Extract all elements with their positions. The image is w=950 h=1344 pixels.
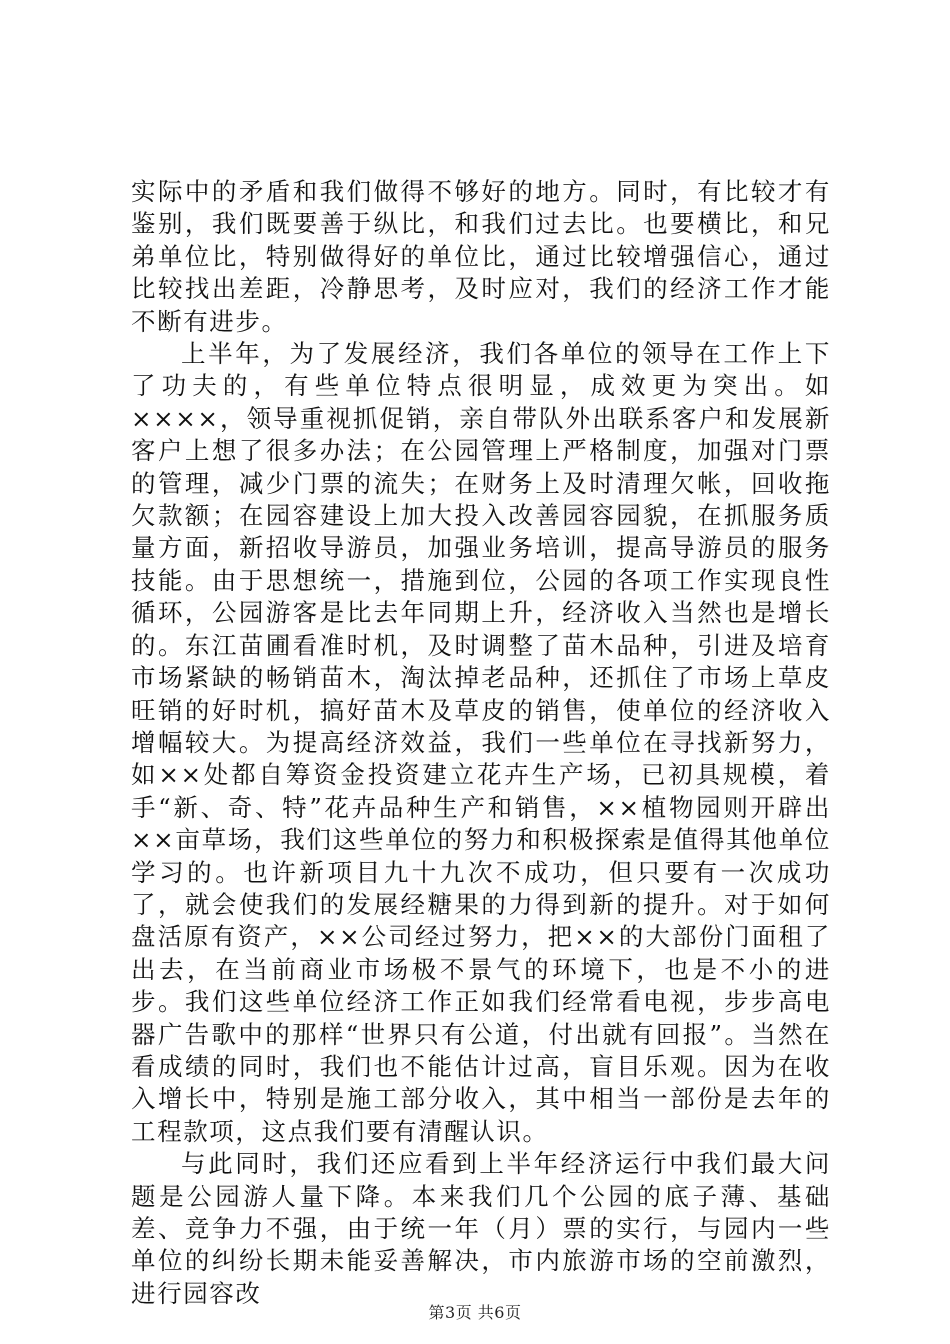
paragraph-continuation: 实际中的矛盾和我们做得不够好的地方。同时，有比较才有鉴别，我们既要善于纵比，和我们过去比。也要横比，和兄弟单位比，特别做得好的单位比，通过比较增强信心，通过比较找出差距，冷静思考，及时应对，我们的经济工作才能不断有进步。 (131, 177, 831, 336)
page-number-footer: 第3页 共6页 (428, 1303, 522, 1322)
paragraph-first-half-results: 上半年，为了发展经济，我们各单位的领导在工作上下了功夫的，有些单位特点很明显，成效更为突出。如××××，领导重视抓促销，亲自带队外出联系客户和发展新客户上想了很多办法；在公园管理上严格制度，加强对门票的管理，减少门票的流失；在财务上及时清理欠帐，回收拖欠款额；在园容建设上加大投入改善园容园貌，在抓服务质量方面，新招收导游员，加强业务培训，提高导游员的服务技能。由于思想统一，措施到位，公园的各项工作实现良性循环，公园游客是比去年同期上升，经济收入当然也是增长的。东江苗圃看准时机，及时调整了苗木品种，引进及培育市场紧缺的畅销苗木，淘汰掉老品种，还抓住了市场上草皮旺销的好时机，搞好苗木及草皮的销售，使单位的经济收入增幅较大。为提高经济效益，我们一些单位在寻找新努力，如××处都自筹资金投资建立花卉生产场，已初具规模，着手“新、奇、特”花卉品种生产和销售，××植物园则开辟出××亩草场，我们这些单位的努力和积极探索是值得其他单位学习的。也许新项目九十九次不成功，但只要有一次成功了，就会使我们的发展经糖果的力得到新的提升。对于如何盘活原有资产，××公司经过努力，把××的大部份门面租了出去，在当前商业市场极不景气的环境下，也是不小的进步。我们这些单位经济工作正如我们经常看电视，步步高电器广告歌中的那样“世界只有公道，付出就有回报”。当然在看成绩的同时，我们也不能估计过高，盲目乐观。因为在收入增长中，特别是施工部分收入，其中相当一部份是去年的工程款项，这点我们要有清醒认识。 (131, 339, 831, 1146)
body-text (131, 176, 831, 1310)
paragraph-problems: 与此同时，我们还应看到上半年经济运行中我们最大问题是公园游人量下降。本来我们几个公园的底子薄、基础差、竞争力不强，由于统一年（月）票的实行，与园内一些单位的纠纷长期未能妥善解决，市内旅游市场的空前激烈，进行园容改 (131, 1149, 831, 1308)
